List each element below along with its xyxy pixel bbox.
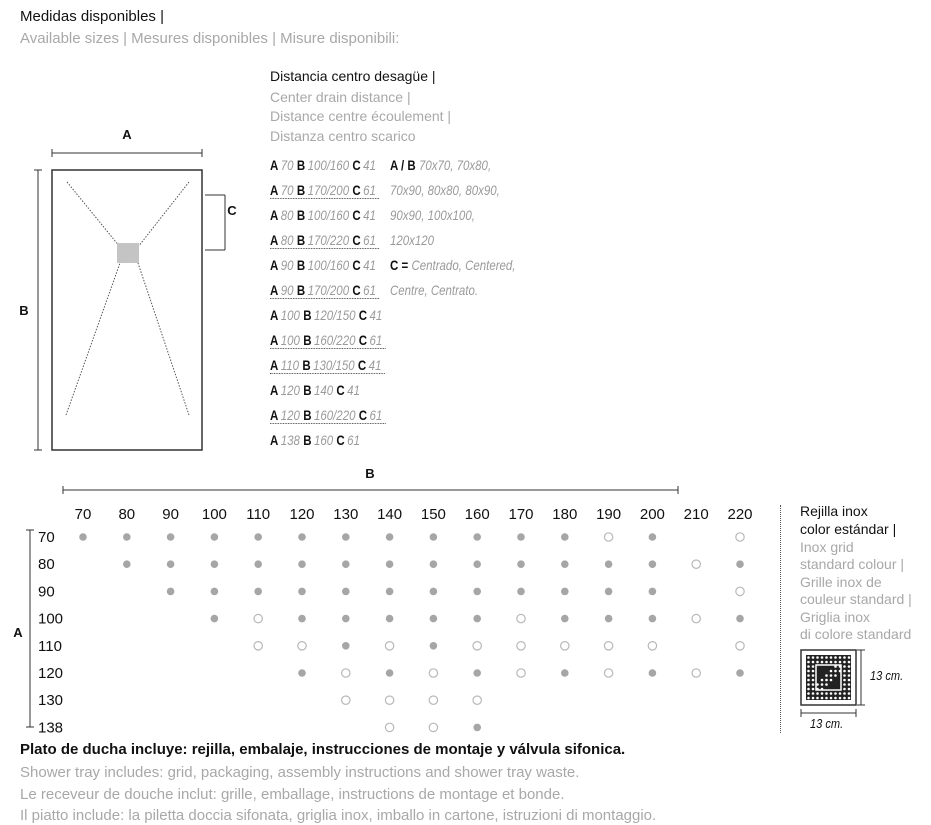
matrix-dot-filled bbox=[473, 560, 481, 568]
spec-letter-a: A bbox=[270, 182, 279, 198]
spec-letter-a: A bbox=[270, 382, 279, 398]
spec-letter-b: B bbox=[303, 332, 312, 348]
spec-row bbox=[270, 257, 379, 273]
matrix-col-header: 210 bbox=[683, 506, 709, 523]
footer-line-fr: Le receveur de douche inclut: grille, emballage, instructions de montage et bonde. bbox=[20, 786, 565, 803]
spec-value-c: 61 bbox=[363, 282, 376, 298]
matrix-dot-filled bbox=[342, 533, 350, 541]
matrix-dot-filled bbox=[649, 533, 657, 541]
matrix-dot-outline bbox=[604, 642, 612, 650]
spec-value-b: 100/160 bbox=[307, 207, 350, 223]
matrix-dot-filled bbox=[342, 560, 350, 568]
spec-value-c: 61 bbox=[363, 232, 376, 248]
spec-letter-c: C bbox=[358, 332, 368, 348]
spec-value-a: 120 bbox=[280, 382, 300, 398]
matrix-col-header: 170 bbox=[508, 506, 534, 523]
spec-letter-b: B bbox=[296, 257, 306, 273]
drain-line-en: Center drain distance | bbox=[270, 89, 411, 105]
spec-letter-b: B bbox=[303, 432, 312, 448]
matrix-dot-filled bbox=[517, 560, 525, 568]
spec-value-a: 90 bbox=[280, 257, 294, 273]
spec-letter-b: B bbox=[296, 282, 306, 298]
matrix-dot-outline bbox=[648, 642, 656, 650]
matrix-row-header: 80 bbox=[38, 556, 55, 574]
matrix-dot-filled bbox=[473, 724, 481, 732]
drain-line-it: Distanza centro scarico bbox=[270, 128, 416, 144]
matrix-dot-outline bbox=[342, 696, 350, 704]
matrix-dot-filled bbox=[473, 669, 481, 677]
footer-line-it: Il piatto include: la piletta doccia sifonata, griglia inox, imballo in cartone, istruzioni di montaggio. bbox=[20, 807, 657, 824]
grid-title-1: Rejilla inox bbox=[800, 503, 868, 519]
drain-grid bbox=[117, 243, 139, 263]
spec-letter-b: B bbox=[302, 357, 311, 373]
spec-letter-c: C bbox=[336, 382, 345, 398]
matrix-dot-filled bbox=[167, 560, 175, 568]
spec-value-a: 120 bbox=[280, 407, 300, 423]
spec-value-b: 160/220 bbox=[313, 407, 356, 423]
spec-row bbox=[270, 432, 363, 448]
matrix-dot-filled bbox=[342, 588, 350, 596]
c-note-line: Centre, Centrato. bbox=[390, 282, 479, 298]
spec-letter-a: A bbox=[270, 432, 279, 448]
matrix-col-header: 130 bbox=[333, 506, 359, 523]
spec-value-b: 120/150 bbox=[313, 307, 356, 323]
matrix-axis-a: A bbox=[13, 625, 23, 640]
matrix-row-header: 130 bbox=[38, 692, 64, 710]
grid-dim-width: 13 cm. bbox=[810, 716, 844, 731]
matrix-dot-filled bbox=[298, 533, 306, 541]
spec-row bbox=[270, 407, 386, 424]
spec-row bbox=[270, 332, 386, 349]
matrix-dot-filled bbox=[79, 533, 87, 541]
matrix-dot-outline bbox=[429, 669, 437, 677]
spec-value-a: 138 bbox=[280, 432, 300, 448]
matrix-dot-filled bbox=[254, 588, 262, 596]
spec-value-b: 100/160 bbox=[307, 157, 350, 173]
spec-letter-a: A bbox=[270, 282, 279, 298]
spec-letter-a: A bbox=[270, 332, 279, 348]
matrix-dot-outline bbox=[473, 696, 481, 704]
spec-value-b: 170/220 bbox=[307, 232, 350, 248]
matrix-dot-filled bbox=[298, 560, 306, 568]
spec-letter-c: C bbox=[352, 207, 361, 223]
matrix-row-header: 70 bbox=[38, 529, 55, 546]
matrix-dot-outline bbox=[692, 614, 700, 622]
matrix-dot-filled bbox=[605, 560, 613, 568]
matrix-col-header: 180 bbox=[552, 506, 578, 523]
spec-letter-c: C bbox=[336, 432, 345, 448]
spec-letter-a: A bbox=[270, 357, 279, 373]
matrix-dot-filled bbox=[605, 588, 613, 596]
spec-letter-b: B bbox=[296, 207, 306, 223]
matrix-dot-filled bbox=[254, 560, 262, 568]
size-matrix bbox=[0, 460, 780, 740]
matrix-col-header: 140 bbox=[377, 506, 403, 523]
matrix-dot-filled bbox=[649, 588, 657, 596]
ab-note-line: 70x90, 80x80, 80x90, bbox=[390, 182, 500, 198]
matrix-dot-outline bbox=[254, 614, 262, 622]
matrix-dot-filled bbox=[123, 560, 131, 568]
tray-label-c: C bbox=[227, 203, 237, 218]
matrix-dot-filled bbox=[605, 615, 613, 623]
drain-title: Distancia centro desagüe | bbox=[270, 68, 436, 84]
matrix-dot-filled bbox=[736, 615, 744, 623]
tray-outline bbox=[52, 170, 202, 450]
spec-value-a: 80 bbox=[280, 232, 294, 248]
spec-value-c: 41 bbox=[363, 257, 376, 273]
matrix-dot-filled bbox=[517, 533, 525, 541]
spec-letter-a: A bbox=[270, 257, 279, 273]
spec-row bbox=[270, 157, 379, 173]
matrix-col-header: 80 bbox=[118, 506, 136, 523]
matrix-dot-filled bbox=[342, 642, 350, 650]
matrix-dot-filled bbox=[649, 669, 657, 677]
matrix-dot-filled bbox=[473, 533, 481, 541]
spec-value-c: 41 bbox=[363, 207, 376, 223]
matrix-col-header: 100 bbox=[201, 506, 227, 523]
spec-letter-c: C bbox=[352, 157, 361, 173]
spec-row bbox=[270, 232, 379, 249]
spec-row bbox=[270, 357, 385, 374]
matrix-col-header: 160 bbox=[464, 506, 490, 523]
grid-sub-5: Griglia inox bbox=[800, 609, 871, 625]
spec-letter-a: A bbox=[270, 232, 279, 248]
matrix-row-header: 138 bbox=[38, 719, 64, 737]
matrix-dot-filled bbox=[473, 588, 481, 596]
spec-row bbox=[270, 307, 386, 323]
c-note bbox=[390, 257, 515, 273]
matrix-dot-outline bbox=[385, 642, 393, 650]
matrix-dot-filled bbox=[211, 615, 219, 623]
ab-note-line: 90x90, 100x100, bbox=[390, 207, 475, 223]
spec-letter-a: A bbox=[270, 407, 279, 423]
matrix-dot-filled bbox=[736, 669, 744, 677]
spec-value-c: 41 bbox=[369, 307, 383, 323]
matrix-dot-filled bbox=[561, 588, 569, 596]
page-title: Medidas disponibles | bbox=[20, 8, 164, 25]
spec-value-b: 100/160 bbox=[307, 257, 350, 273]
matrix-col-header: 150 bbox=[420, 506, 446, 523]
tray-diagram bbox=[0, 125, 250, 465]
spec-value-a: 70 bbox=[280, 157, 294, 173]
matrix-col-header: 220 bbox=[727, 506, 753, 523]
ab-note-line: 120x120 bbox=[390, 232, 435, 248]
grid-sub-3: Grille inox de bbox=[800, 574, 882, 590]
matrix-col-header: 90 bbox=[162, 506, 179, 523]
matrix-dot-outline bbox=[385, 696, 393, 704]
spec-value-a: 100 bbox=[280, 307, 300, 323]
spec-value-c: 41 bbox=[347, 382, 360, 398]
matrix-dot-filled bbox=[561, 615, 569, 623]
matrix-dot-filled bbox=[649, 560, 657, 568]
matrix-dot-outline bbox=[429, 696, 437, 704]
tray-label-a: A bbox=[122, 127, 132, 142]
matrix-dot-outline bbox=[736, 533, 744, 541]
matrix-dot-outline bbox=[736, 587, 744, 595]
matrix-dot-filled bbox=[386, 615, 394, 623]
matrix-row-header: 110 bbox=[38, 637, 62, 655]
matrix-dot-filled bbox=[386, 669, 394, 677]
footer-line-en: Shower tray includes: grid, packaging, assembly instructions and shower tray waste. bbox=[20, 764, 580, 781]
matrix-dot-filled bbox=[211, 533, 219, 541]
spec-value-c: 61 bbox=[347, 432, 360, 448]
matrix-dot-outline bbox=[429, 723, 437, 731]
matrix-dot-filled bbox=[298, 588, 306, 596]
ab-note-cont bbox=[390, 232, 434, 248]
matrix-dot-filled bbox=[430, 560, 438, 568]
spec-value-b: 130/150 bbox=[313, 357, 355, 373]
matrix-dot-filled bbox=[167, 588, 175, 596]
spec-letter-a: A bbox=[270, 307, 279, 323]
matrix-dot-filled bbox=[386, 588, 394, 596]
spec-letter-c: C bbox=[352, 182, 361, 198]
drain-line-fr: Distance centre écoulement | bbox=[270, 108, 452, 124]
matrix-col-header: 200 bbox=[639, 506, 665, 523]
grid-title-2: color estándar | bbox=[800, 521, 897, 537]
matrix-dot-filled bbox=[298, 669, 306, 677]
spec-letter-c: C bbox=[358, 307, 368, 323]
matrix-row-header: 120 bbox=[38, 665, 64, 682]
c-note-label: C = bbox=[390, 257, 409, 273]
matrix-col-header: 120 bbox=[289, 506, 315, 523]
matrix-row-header: 90 bbox=[38, 583, 55, 601]
spec-value-a: 100 bbox=[280, 332, 300, 348]
matrix-dot-outline bbox=[736, 642, 744, 650]
spec-value-b: 170/200 bbox=[307, 282, 350, 298]
matrix-dot-filled bbox=[517, 588, 525, 596]
spec-letter-c: C bbox=[358, 407, 368, 423]
grid-sub-2: standard colour | bbox=[800, 556, 905, 572]
matrix-dot-outline bbox=[604, 669, 612, 677]
matrix-dot-outline bbox=[385, 723, 393, 731]
matrix-dot-outline bbox=[473, 642, 481, 650]
spec-value-c: 61 bbox=[369, 407, 383, 423]
ab-note bbox=[390, 157, 491, 173]
footer-includes: Plato de ducha incluye: rejilla, embalaje, instrucciones de montaje y válvula sifonica. bbox=[20, 741, 626, 758]
matrix-dot-filled bbox=[561, 533, 569, 541]
matrix-axis-b: B bbox=[365, 466, 375, 481]
matrix-dot-filled bbox=[561, 669, 569, 677]
spec-value-b: 140 bbox=[313, 382, 334, 398]
spec-value-a: 110 bbox=[280, 357, 300, 373]
matrix-col-header: 70 bbox=[74, 506, 92, 523]
spec-letter-b: B bbox=[303, 307, 312, 323]
matrix-dot-filled bbox=[386, 560, 394, 568]
matrix-dot-filled bbox=[167, 533, 175, 541]
spec-letter-b: B bbox=[296, 157, 306, 173]
matrix-col-header: 110 bbox=[246, 506, 271, 523]
spec-letter-a: A bbox=[270, 207, 279, 223]
spec-letter-c: C bbox=[357, 357, 367, 373]
spec-letter-b: B bbox=[303, 407, 312, 423]
matrix-dot-filled bbox=[430, 533, 438, 541]
matrix-dot-outline bbox=[517, 669, 525, 677]
matrix-dot-outline bbox=[561, 642, 569, 650]
ab-note-line: 70x70, 70x80, bbox=[419, 157, 492, 173]
matrix-dot-filled bbox=[342, 615, 350, 623]
spec-row bbox=[270, 382, 363, 398]
grid-divider bbox=[780, 505, 781, 733]
spec-value-a: 90 bbox=[280, 282, 294, 298]
spec-letter-c: C bbox=[352, 282, 361, 298]
matrix-dot-filled bbox=[211, 560, 219, 568]
spec-value-b: 170/200 bbox=[307, 182, 350, 198]
matrix-dot-filled bbox=[298, 615, 306, 623]
spec-letter-b: B bbox=[303, 382, 312, 398]
matrix-dot-outline bbox=[298, 642, 306, 650]
matrix-dot-outline bbox=[517, 614, 525, 622]
matrix-dot-filled bbox=[430, 588, 438, 596]
spec-value-c: 41 bbox=[363, 157, 376, 173]
matrix-dot-outline bbox=[692, 560, 700, 568]
grid-dim-height: 13 cm. bbox=[870, 668, 904, 683]
spec-letter-b: B bbox=[296, 182, 306, 198]
matrix-dot-filled bbox=[473, 615, 481, 623]
matrix-row-header: 100 bbox=[38, 610, 64, 628]
spec-value-a: 70 bbox=[280, 182, 294, 198]
spec-value-b: 160/220 bbox=[313, 332, 356, 348]
spec-value-a: 80 bbox=[280, 207, 294, 223]
c-note-line: Centrado, Centered, bbox=[411, 257, 516, 273]
spec-letter-c: C bbox=[352, 257, 361, 273]
spec-letter-c: C bbox=[352, 232, 361, 248]
spec-value-c: 61 bbox=[363, 182, 376, 198]
matrix-dot-filled bbox=[254, 533, 262, 541]
matrix-dot-filled bbox=[561, 560, 569, 568]
matrix-dot-filled bbox=[736, 560, 744, 568]
matrix-dot-outline bbox=[342, 669, 350, 677]
matrix-dot-filled bbox=[430, 615, 438, 623]
spec-value-c: 41 bbox=[368, 357, 382, 373]
spec-row bbox=[270, 282, 379, 299]
matrix-dot-filled bbox=[386, 533, 394, 541]
matrix-dot-filled bbox=[211, 588, 219, 596]
matrix-dot-outline bbox=[692, 669, 700, 677]
tray-label-b: B bbox=[19, 303, 29, 318]
page-subtitle: Available sizes | Mesures disponibles | Misure disponibili: bbox=[20, 30, 400, 47]
ab-note-cont bbox=[390, 182, 500, 198]
matrix-dot-filled bbox=[123, 533, 131, 541]
matrix-dot-outline bbox=[254, 642, 262, 650]
matrix-dot-outline bbox=[517, 642, 525, 650]
c-note-cont bbox=[390, 282, 478, 298]
spec-row bbox=[270, 182, 379, 199]
matrix-dot-filled bbox=[430, 642, 438, 650]
ab-note-cont bbox=[390, 207, 475, 223]
ab-note-label: A / B bbox=[390, 157, 416, 173]
matrix-dot-outline bbox=[604, 533, 612, 541]
spec-value-b: 160 bbox=[313, 432, 334, 448]
matrix-col-header: 190 bbox=[596, 506, 622, 523]
grid-sub-6: di colore standard bbox=[800, 626, 912, 642]
grid-sub-4: couleur standard | bbox=[800, 591, 912, 607]
spec-row bbox=[270, 207, 379, 223]
spec-letter-b: B bbox=[296, 232, 306, 248]
matrix-dot-filled bbox=[649, 615, 657, 623]
grid-sub-1: Inox grid bbox=[800, 539, 854, 555]
spec-value-c: 61 bbox=[369, 332, 383, 348]
spec-letter-a: A bbox=[270, 157, 279, 173]
